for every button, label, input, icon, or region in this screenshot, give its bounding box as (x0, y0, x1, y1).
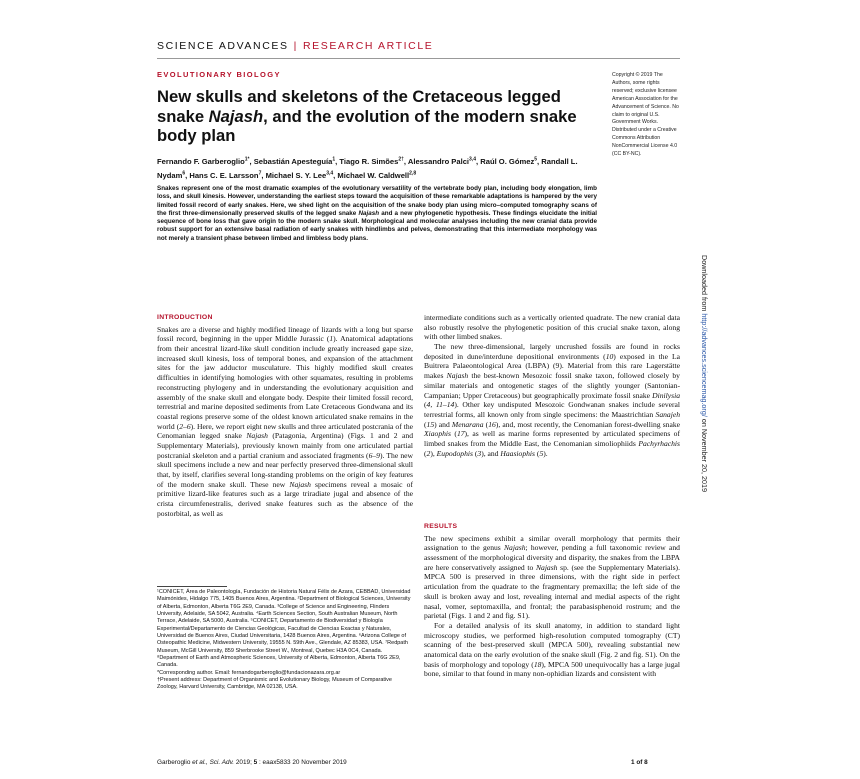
section-label: RESEARCH ARTICLE (302, 40, 434, 52)
intro-paragraph-continued: intermediate conditions such as a vertically oriented quadrate. The new cranial data also robustly resolve the phylogenetic position of this crucial snake taxon, along with other limbed snakes. (424, 313, 680, 342)
copyright-notice: Copyright © 2019 The Authors, some rights reserved; exclusive licensee American Association for the Advancement of Science. No claim to original U.S. Government Works. Distributed under a Creative Commons Attribution NonCommercial License 4.0 (CC BY-NC). (612, 72, 679, 158)
results-section (424, 522, 680, 679)
journal-name: SCIENCE ADVANCES (157, 40, 289, 52)
title-part: New skulls and skeletons of the Cretaceous legged snake (157, 87, 561, 126)
corresponding-author[interactable]: *Corresponding author. Email: fernandogarberoglio@fundacionazara.org.ar (157, 669, 341, 676)
author[interactable]: Michael W. Caldwell$^{2,8}$ (337, 170, 417, 181)
introduction-heading: INTRODUCTION (157, 314, 213, 321)
header-separator: | (293, 40, 298, 52)
header-rule (157, 58, 680, 59)
author[interactable]: Hans C. E. Larsson$^7$, (189, 170, 266, 181)
title-genus: Najash (208, 106, 264, 126)
citation-footer: Garberoglio et al., Sci. Adv. 2019; 5 : eaax5833 20 November 2019 (157, 759, 347, 766)
title-part: , and the evolution of the modern snake body plan (157, 106, 577, 145)
download-watermark: Downloaded from http://advances.sciencemag.org/ on November 20, 2019 (700, 255, 709, 492)
footnote-rule (157, 586, 227, 587)
page-number: 1 of 8 (631, 759, 648, 766)
article-title (157, 87, 597, 146)
author[interactable]: Tiago R. Simões$^{2\dagger}$, (339, 156, 408, 166)
right-column (424, 313, 680, 458)
present-address: †Present address: Department of Organismic and Evolutionary Biology, Museum of Comparative Zoology, Harvard University, Cambridge, MA 02138, USA. (157, 677, 392, 691)
author[interactable]: Randall L. Nydam$^6$, (157, 156, 578, 181)
author-list (157, 153, 607, 182)
left-column (157, 313, 413, 518)
author[interactable]: Michael S. Y. Lee$^{3,4}$, (265, 170, 338, 181)
author[interactable]: Alessandro Palci$^{3,4}$, (407, 156, 481, 166)
author[interactable]: Sebastián Apesteguía$^1$, (253, 156, 340, 166)
results-paragraph: The new specimens exhibit a similar overall morphology that permits their assignation to the genus Najash; however, pending a full taxonomic review and assessment of the morphological diversity and disparity, the snakes from the LBPA are here conservatively assigned to Najash sp. (see the Supplementary Materials). MPCA 500 is preserved in three dimensions, with the right side in perfect articulation from the quadrate to the fragmentary premaxilla; the left side of the skull is broken away and lost, revealing internal and medial aspects of the right nasal, vomer, septomaxilla, and frontal; the parabasisphenoid rostrum; and the parietal (Figs. 1 and 2 and fig. S1). (424, 533, 680, 621)
intro-paragraph: The new three-dimensional, largely uncrushed fossils are found in rocks deposited in dune/interdune depositional environments (10) exposed in the La Buitrera Palaeontological Area (LBPA) (9). Material from this rare Lagerstätte makes Najash the best-known Mesozoic fossil snake taxon, followed closely by similar materials and ontogenetic stages of the slightly younger (Santonian-Campanian; Upper Cretaceous) but geographically proximate fossil snake Dinilysia (4, 11–14). Other key undisputed Mesozoic Gondwanan snakes include several terrestrial forms, all known only from single specimens: the Maastrichtian Sanajeh (15) and Menarana (16), and, most recently, the Cenomanian forest-dwelling snake Xiaophis (17), as well as marine forms represented by articulated specimens of limbed snakes from the Middle East, the Cenomanian simoliophiids Pachyrhachis (2), Eupodophis (3), and Haasiophis (5). (424, 342, 681, 458)
results-heading: RESULTS (424, 523, 458, 530)
affiliations: ¹CONICET, Área de Paleontología, Fundación de Historia Natural Félix de Azara, CEBBAD, Universidad Maimónides, Hidalgo 775, 1405 Buenos Aires, Argentina. ²Department of Biological Sciences, University of Alberta, Edmonton, Alberta T6G 2E9, Canada. ³College of Science and Engineering, Flinders University, Adelaide, SA 5042, Australia. ⁴Earth Sciences Section, South Australian Museum, North Terrace, Adelaide, SA 5000, Australia. ⁵CONICET, Departamento de Biodiversidad y Biología Experimental/Departamento de Ciencias Geológicas, Facultad de Ciencias Exactas y Naturales, Universidad de Buenos Aires, Ciudad Universitaria, 1428 Buenos Aires, Argentina. ⁶Arizona College of Osteopathic Medicine, Midwestern University, 19555 N. 59th Ave., Glendale, AZ 85383, USA. ⁷Redpath Museum, McGill University, 859 Sherbrooke Street W., Montreal, Quebec H3A 0C4, Canada. ⁸Department of Earth and Atmospheric Sciences, University of Alberta, Edmonton, Alberta T6G 2E9, Canada. (157, 589, 411, 669)
intro-paragraph: Snakes are a diverse and highly modified lineage of lizards with a long but sparse fossil record, beginning in the upper Middle Jurassic (1). Anatomical adaptations from their ancestral lizard-like skull condition include greatly increased gape size, increased skull kinesis, loss of temporal bones, and expansion of the attachment sites for the jaw adductor musculature. This highly modified skull creates difficulties in identifying homologies with other squamates, resulting in problems reconstructing phylogeny and in understanding the evolutionary acquisition and assembly of the snake skull and elongate body. Despite their limited fossil record, terrestrial and marine deposited sediments from Late Cretaceous Gondwana and its coastal regions preserve some of the oldest known articulated snake remains in the world (2–6). Here, we report eight new skulls and three articulated postcrania of the Cenomanian legged snake Najash (Patagonia, Argentina) (Figs. 1 and 2 and Supplementary Materials), previously known mainly from one articulated partial postcranial skeleton and a partial cranium and associated fragments (6–9). The new skull specimens include a new and near perfectly preserved three-dimensional skull that, by itself, clarifies several long-standing problems on the origin of key features of the modern snake skull. These new Najash specimens reveal a mosaic of primitive lizard-like features such as a large triradiate jugal and absence of the crista circumfenestralis, derived snake features such as the absence of the postorbital, as well as (157, 324, 413, 518)
results-paragraph: For a detailed analysis of its skull anatomy, in addition to standard light microscopy studies, we performed high-resolution computed tomography (CT) scanning of the best-preserved skull (MPCA 500), revealing substantial new anatomical data on the early evolution of the snake skull (Fig. 2 and fig. S1). On the basis of morphology and topology (18), MPCA 500 unequivocally has a large jugal bone, similar to that found in many non-ophidian lizards and consistent with (424, 620, 681, 679)
category-label: EVOLUTIONARY BIOLOGY (157, 70, 281, 79)
author[interactable]: Fernando F. Garberoglio$^{1*}$, (157, 156, 254, 166)
author[interactable]: Raúl O. Gómez$^5$, (480, 156, 542, 166)
affiliation-footnotes (157, 589, 413, 692)
download-link[interactable]: http://advances.sciencemag.org/ (700, 313, 709, 417)
journal-header (157, 40, 433, 52)
abstract: Snakes represent one of the most dramatic examples of the evolutionary versatility of the vertebrate body plan, including body elongation, limb loss, and skull kinesis. However, understanding the earliest steps toward the acquisition of these remarkable adaptations is hampered by the very limited fossil record of early snakes. Here, we shed light on the acquisition of the snake body plan using micro–computed tomography scans of the first three-dimensionally preserved skulls of the legged snake Najash and a new phylogenetic hypothesis. These findings elucidate the initial sequence of bone loss that gave origin to the modern snake skull. Morphological and molecular analyses including the new cranial data provide robust support for an extensive basal radiation of early snakes with hindlimbs and pelves, demonstrating that this intermediate morphology was not merely a transient phase between limbed and limbless body plans. (157, 185, 597, 242)
